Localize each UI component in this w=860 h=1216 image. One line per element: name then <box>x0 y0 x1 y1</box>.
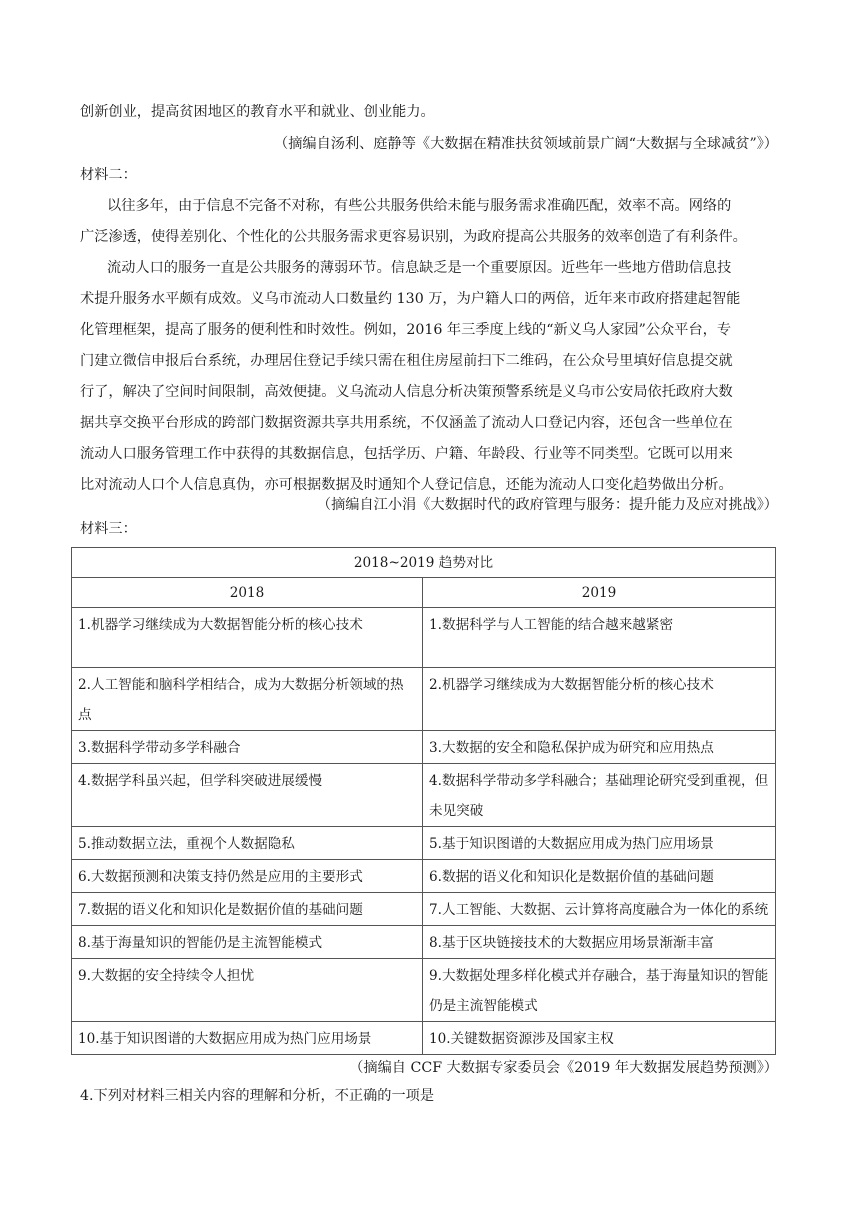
material-two-heading: 材料二： <box>80 167 137 183</box>
cell-2018: 7.数据的语义化和知识化是数据价值的基础问题 <box>72 893 423 926</box>
cell-2018: 8.基于海量知识的智能仍是主流智能模式 <box>72 926 423 959</box>
cell-2018: 10.基于知识图谱的大数据应用成为热门应用场景 <box>72 1022 423 1055</box>
cell-2019: 5.基于知识图谱的大数据应用成为热门应用场景 <box>423 827 776 860</box>
source-citation-2: （摘编自江小涓《大数据时代的政府管理与服务：提升能力及应对挑战》） <box>316 497 778 513</box>
paragraph-line: 化管理框架，提高了服务的便利性和时效性。例如，2016 年三季度上线的“新义乌人家园”公众平台，专 <box>80 322 732 338</box>
paragraph-line: 行了，解决了空间时间限制，高效便捷。义乌流动人信息分析决策预警系统是义乌市公安局依托政府大数 <box>80 384 733 400</box>
source-citation-1: （摘编自汤利、庭静等《大数据在精准扶贫领域前景广阔“大数据与全球减贫”》） <box>274 136 778 152</box>
cell-2019: 8.基于区块链接技术的大数据应用场景渐渐丰富 <box>423 926 776 959</box>
question-4: 4.下列对材料三相关内容的理解和分析，不正确的一项是 <box>80 1088 435 1104</box>
cell-2018: 2.人工智能和脑科学相结合，成为大数据分析领域的热点 <box>72 668 423 731</box>
cell-2018: 4.数据学科虽兴起，但学科突破进展缓慢 <box>72 764 423 827</box>
table-row <box>72 1022 776 1055</box>
paragraph-line: 术提升服务水平颇有成效。义乌市流动人口数量约 130 万，为户籍人口的两倍，近年来市政府搭建起智能 <box>80 291 741 307</box>
table-row <box>72 668 776 731</box>
cell-2018: 1.机器学习继续成为大数据智能分析的核心技术 <box>72 608 423 668</box>
source-citation-3: （摘编自 CCF 大数据专家委员会《2019 年大数据发展趋势预测》） <box>349 1060 778 1076</box>
table-row <box>72 731 776 764</box>
column-header-2018: 2018 <box>72 578 423 608</box>
cell-2019: 2.机器学习继续成为大数据智能分析的核心技术 <box>423 668 776 731</box>
paragraph-line: 门建立微信申报后台系统，办理居住登记手续只需在租住房屋前扫下二维码，在公众号里填好信息提交就 <box>80 353 733 369</box>
cell-2018: 5.推动数据立法，重视个人数据隐私 <box>72 827 423 860</box>
cell-2019: 9.大数据处理多样化模式并存融合，基于海量知识的智能仍是主流智能模式 <box>423 959 776 1022</box>
table-row <box>72 827 776 860</box>
column-header-2019: 2019 <box>423 578 776 608</box>
table-row <box>72 764 776 827</box>
trend-comparison-table <box>71 547 776 1055</box>
cell-2019: 7.人工智能、大数据、云计算将高度融合为一体化的系统 <box>423 893 776 926</box>
cell-2018: 3.数据科学带动多学科融合 <box>72 731 423 764</box>
intro-tail-paragraph: 创新创业，提高贫困地区的教育水平和就业、创业能力。 <box>80 104 435 120</box>
cell-2018: 9.大数据的安全持续令人担忧 <box>72 959 423 1022</box>
table-row <box>72 959 776 1022</box>
paragraph-line: 广泛渗透，使得差别化、个性化的公共服务需求更容易识别，为政府提高公共服务的效率创造了有利条件。 <box>80 229 747 245</box>
table-row <box>72 608 776 668</box>
material-three-heading: 材料三： <box>80 521 137 537</box>
table-row <box>72 893 776 926</box>
cell-2019: 10.关键数据资源涉及国家主权 <box>423 1022 776 1055</box>
cell-2018: 6.大数据预测和决策支持仍然是应用的主要形式 <box>72 860 423 893</box>
table-caption: 2018~2019 趋势对比 <box>72 548 776 578</box>
paragraph-line: 据共享交换平台形成的跨部门数据资源共享共用系统，不仅涵盖了流动人口登记内容，还包含一些单位在 <box>80 415 733 431</box>
table-row <box>72 860 776 893</box>
cell-2019: 6.数据的语义化和知识化是数据价值的基础问题 <box>423 860 776 893</box>
cell-2019: 3.大数据的安全和隐私保护成为研究和应用热点 <box>423 731 776 764</box>
table-row <box>72 926 776 959</box>
paragraph-line: 流动人口的服务一直是公共服务的薄弱环节。信息缺乏是一个重要原因。近些年一些地方借助信息技 <box>107 260 732 276</box>
cell-2019: 4.数据科学带动多学科融合；基础理论研究受到重视，但未见突破 <box>423 764 776 827</box>
paragraph-line: 比对流动人口个人信息真伪，亦可根据数据及时通知个人登记信息，还能为流动人口变化趋势做出分析。 <box>80 477 733 493</box>
paragraph-line: 流动人口服务管理工作中获得的其数据信息，包括学历、户籍、年龄段、行业等不同类型。它既可以用来 <box>80 446 733 462</box>
cell-2019: 1.数据科学与人工智能的结合越来越紧密 <box>423 608 776 668</box>
paragraph-line: 以往多年，由于信息不完备不对称，有些公共服务供给未能与服务需求准确匹配，效率不高。网络的 <box>107 198 732 214</box>
